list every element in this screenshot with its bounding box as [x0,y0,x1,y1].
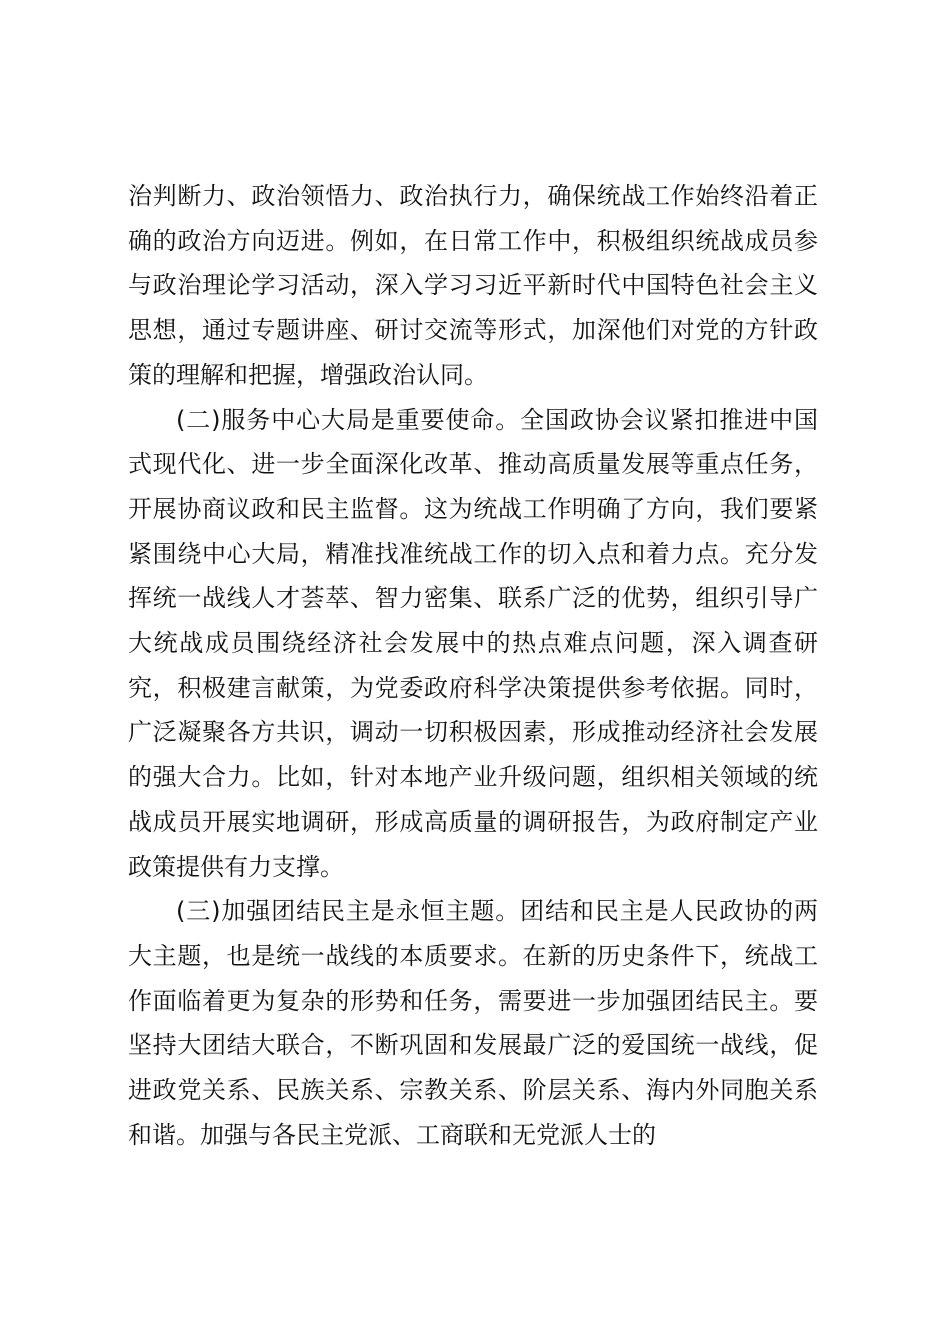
paragraph-section-2: (二)服务中心大局是重要使命。全国政协会议紧扣推进中国式现代化、进一步全面深化改革、推动高质量发展等重点任务，开展协商议政和民主监督。这为统战工作明确了方向，我们要紧紧围绕中心大局，精准找准统战工作的切入点和着力点。充分发挥统一战线人才荟萃、智力密集、联系广泛的优势，组织引导广大统战成员围绕经济社会发展中的热点难点问题，深入调查研究，积极建言献策，为党委政府科学决策提供参考依据。同时，广泛凝聚各方共识，调动一切积极因素，形成推动经济社会发展的强大合力。比如，针对本地产业升级问题，组织相关领域的统战成员开展实地调研，形成高质量的调研报告，为政府制定产业政策提供有力支撑。 [128,405,818,881]
paragraph-section-3: (三)加强团结民主是永恒主题。团结和民主是人民政协的两大主题，也是统一战线的本质要求。在新的历史条件下，统战工作面临着更为复杂的形势和任务，需要进一步加强团结民主。要坚持大团结大联合，不断巩固和发展最广泛的爱国统一战线，促进政党关系、民族关系、宗教关系、阶层关系、海内外同胞关系和谐。加强与各民主党派、工商联和无党派人士的 [128,897,818,1149]
paragraph-continuation: 治判断力、政治领悟力、政治执行力，确保统战工作始终沿着正确的政治方向迈进。例如，在日常工作中，积极组织统战成员参与政治理论学习活动，深入学习习近平新时代中国特色社会主义思想，通过专题讲座、研讨交流等形式，加深他们对党的方针政策的理解和把握，增强政治认同。 [128,182,818,389]
document-body [128,174,818,1157]
